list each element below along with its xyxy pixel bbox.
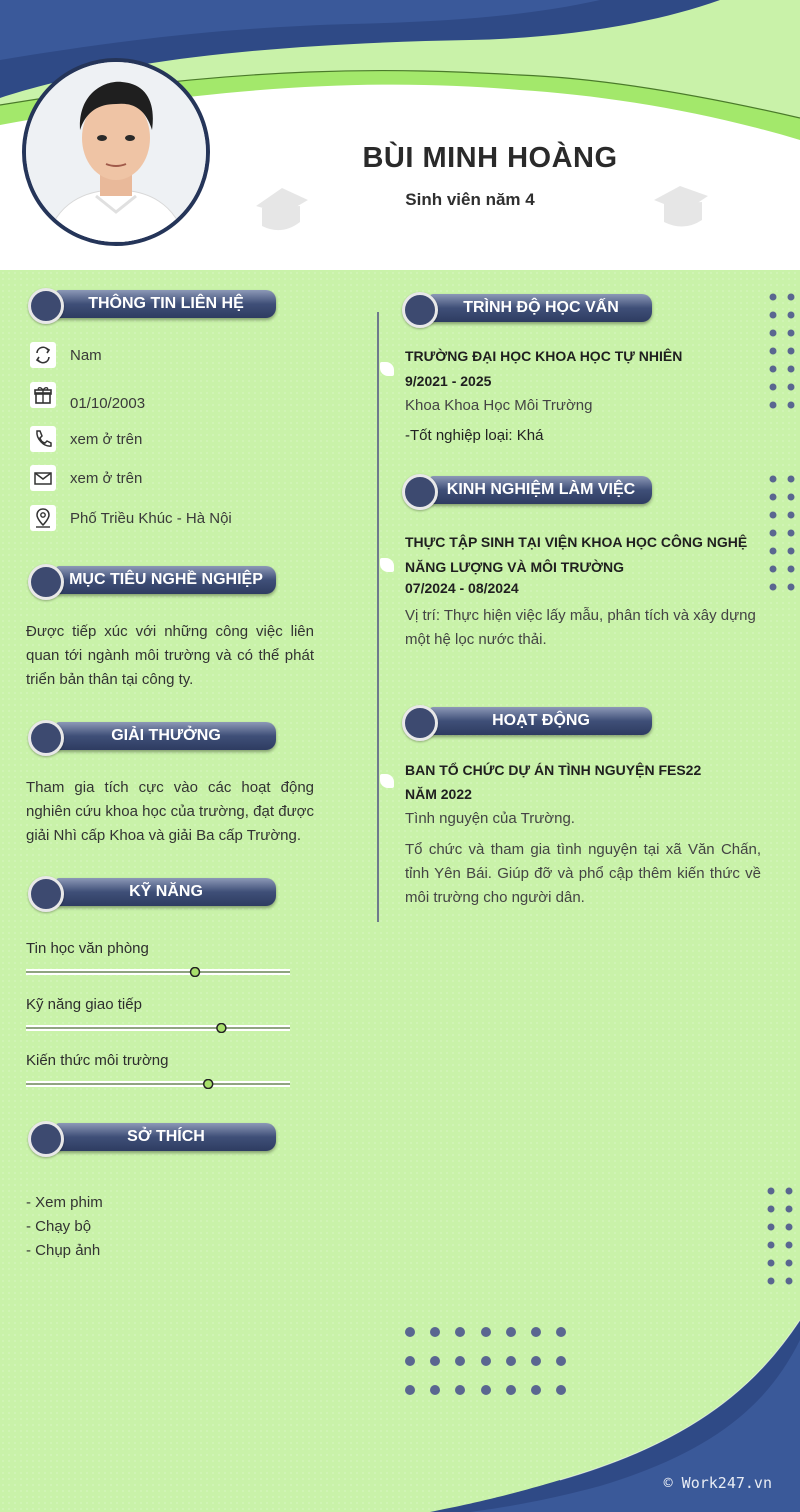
hobby-icon (28, 1121, 64, 1157)
activity-sub: Tình nguyện của Trường. (405, 810, 575, 827)
activity-title: BAN TỔ CHỨC DỰ ÁN TÌNH NGUYỆN FES22 (405, 762, 702, 778)
skill-bar (26, 1023, 290, 1033)
education-school: TRƯỜNG ĐẠI HỌC KHOA HỌC TỰ NHIÊN (405, 348, 683, 364)
experience-desc: Vị trí: Thực hiện việc lấy mẫu, phân tích và xây dựng một hệ lọc nước thải. (405, 607, 756, 648)
timeline-marker (380, 774, 394, 788)
skill-level-knob (204, 1080, 213, 1089)
section-title-skills: KỸ NĂNG (56, 878, 276, 906)
candidate-name: BÙI MINH HOÀNG (362, 142, 618, 174)
skill-label: Tin học văn phòng (26, 940, 149, 957)
skill-bar (26, 1079, 290, 1089)
section-title-experience: KINH NGHIỆM LÀM VIỆC (430, 476, 652, 504)
education-faculty: Khoa Khoa Học Môi Trường (405, 397, 593, 414)
experience-title: THỰC TẬP SINH TẠI VIỆN KHOA HỌC CÔNG NGHỆ NĂNG LƯỢNG VÀ MÔI TRƯỜNG (405, 534, 748, 575)
mail-icon (30, 465, 56, 491)
objective-text: Được tiếp xúc với những công việc liên quan tới ngành môi trường và có thể phát triển bản thân tại công ty. (26, 623, 314, 688)
contact-badge-icon (28, 288, 64, 324)
avatar (22, 58, 210, 246)
section-contact (28, 288, 278, 320)
hobby-item: - Chạy bộ (26, 1218, 92, 1235)
contact-birthday-text: 01/10/2003 (70, 395, 146, 412)
activity-year: NĂM 2022 (405, 786, 472, 802)
activity-icon (402, 705, 438, 741)
hobby-item: - Chụp ảnh (26, 1242, 101, 1259)
footer-credit: © Work247.vn (663, 1474, 772, 1492)
experience-period: 07/2024 - 08/2024 (405, 580, 519, 596)
section-title-education: TRÌNH ĐỘ HỌC VẤN (430, 294, 652, 322)
section-education (402, 292, 654, 324)
decor-dots (766, 472, 800, 592)
contact-address-text: Phố Triều Khúc - Hà Nội (70, 510, 232, 527)
school-icon (402, 292, 438, 328)
award-icon (28, 720, 64, 756)
education-period: 9/2021 - 2025 (405, 373, 492, 389)
section-experience (402, 474, 654, 506)
section-title-hobbies: SỞ THÍCH (56, 1123, 276, 1151)
gift-icon (30, 382, 56, 408)
contact-mail-text: xem ở trên (70, 470, 143, 487)
skill-label: Kỹ năng giao tiếp (26, 996, 142, 1013)
candidate-role: Sinh viên năm 4 (405, 190, 535, 209)
education-note: -Tốt nghiệp loại: Khá (405, 427, 544, 444)
contact-gender-text: Nam (70, 347, 102, 364)
briefcase-icon (402, 474, 438, 510)
section-awards (28, 720, 278, 752)
timeline-marker (380, 362, 394, 376)
skills-gear-icon (28, 876, 64, 912)
section-title-objective: MỤC TIÊU NGHỀ NGHIỆP (56, 566, 276, 594)
activity-desc: Tổ chức và tham gia tình nguyện tại xã Văn Chấn, tỉnh Yên Bái. Giúp đỡ và phổ cập thêm kiến thức về môi trường cho người dân. (405, 841, 761, 906)
section-activities (402, 705, 654, 737)
contact-phone-text: xem ở trên (70, 431, 143, 448)
section-hobbies (28, 1121, 278, 1153)
location-icon (30, 505, 56, 531)
skill-level-knob (217, 1024, 226, 1033)
target-icon (28, 564, 64, 600)
timeline-line (377, 312, 379, 922)
section-objective (28, 564, 278, 596)
section-title-contact: THÔNG TIN LIÊN HỆ (56, 290, 276, 318)
section-title-activities: HOẠT ĐỘNG (430, 707, 652, 735)
phone-icon (30, 426, 56, 452)
hobby-item: - Xem phim (26, 1194, 103, 1211)
section-title-awards: GIẢI THƯỞNG (56, 722, 276, 750)
skill-bar (26, 967, 290, 977)
skill-level-knob (191, 968, 200, 977)
skill-label: Kiến thức môi trường (26, 1052, 169, 1069)
gender-icon (30, 342, 56, 368)
awards-text: Tham gia tích cực vào các hoạt động nghiên cứu khoa học của trường, đạt được giải Nhì cấp Khoa và giải Ba cấp Trường. (26, 779, 314, 844)
timeline-marker (380, 558, 394, 572)
decor-dots (764, 1184, 800, 1296)
decor-dots (766, 290, 800, 410)
section-skills (28, 876, 278, 908)
